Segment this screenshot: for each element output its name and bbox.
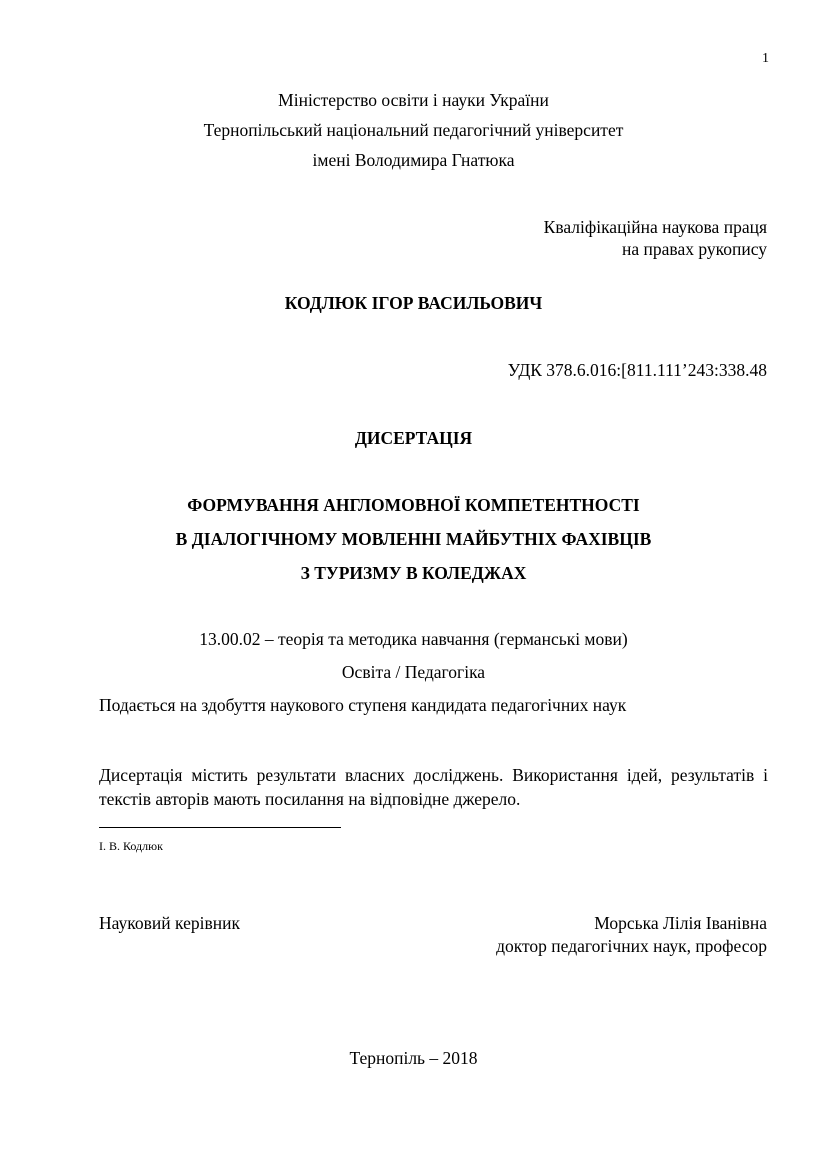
title-line2: В ДІАЛОГІЧНОМУ МОВЛЕННІ МАЙБУТНІХ ФАХІВЦІВ (175, 529, 652, 549)
supervisor-label: Науковий керівник (99, 913, 240, 933)
university-named-after: імені Володимира Гнатюка (312, 150, 515, 170)
qualification-line2: на правах рукопису (622, 239, 767, 259)
place-and-year: Тернопіль – 2018 (349, 1048, 478, 1068)
author-name: КОДЛЮК ІГОР ВАСИЛЬОВИЧ (284, 293, 543, 313)
supervisor-name: Морська Лілія Іванівна (594, 913, 767, 933)
specialty-code: 13.00.02 – теорія та методика навчання (германські мови) (199, 629, 628, 649)
university-name: Тернопільський національний педагогічний університет (203, 120, 624, 140)
signature-line (99, 827, 341, 828)
document-type: ДИСЕРТАЦІЯ (354, 428, 473, 448)
page-number: 1 (762, 51, 769, 66)
field-of-study: Освіта / Педагогіка (341, 662, 486, 682)
qualification-line1: Кваліфікаційна наукова праця (543, 217, 767, 237)
submission-statement: Подається на здобуття наукового ступеня кандидата педагогічних наук (99, 695, 627, 715)
originality-statement: Дисертація містить результати власних досліджень. Використання ідей, результатів і текстів авторів мають посилання на відповідне джерело. (99, 765, 768, 809)
signature-name: І. В. Кодлюк (99, 839, 163, 853)
title-line3: З ТУРИЗМУ В КОЛЕДЖАХ (300, 563, 527, 583)
udc-code: УДК 378.6.016:[811.111’243:338.48 (507, 360, 767, 380)
supervisor-degree: доктор педагогічних наук, професор (496, 936, 767, 956)
title-line1: ФОРМУВАННЯ АНГЛОМОВНОЇ КОМПЕТЕНТНОСТІ (187, 495, 640, 515)
ministry-name: Міністерство освіти і науки України (278, 90, 549, 110)
